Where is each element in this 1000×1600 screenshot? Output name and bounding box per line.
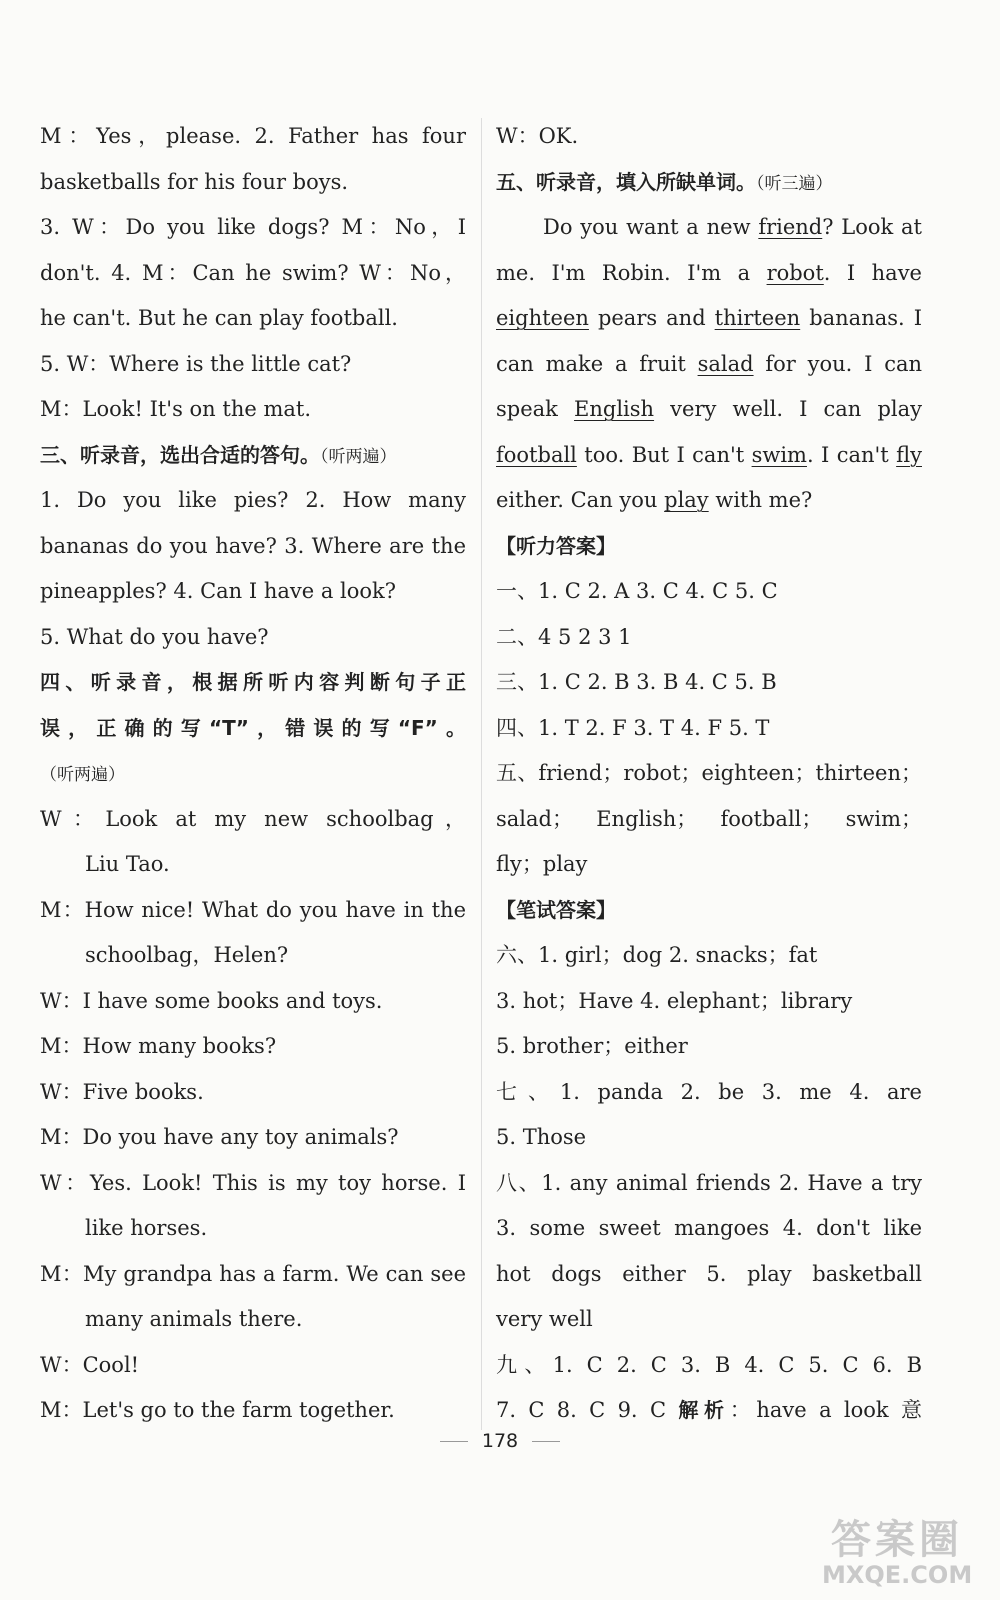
filled-blank: fly: [896, 442, 922, 467]
right-column: [496, 114, 922, 1434]
passage-text: ? Look at: [822, 215, 922, 239]
section-heading-4-cont: 误，正确的写“T”，错误的写“F”。: [40, 715, 466, 740]
filled-blank: friend: [758, 215, 823, 239]
text-line: don't. 4. M：Can he swim? W：No，: [40, 260, 466, 285]
filled-blank: swim: [751, 442, 807, 467]
dialogue-line: like horses.: [85, 1216, 208, 1240]
passage-line: [496, 387, 922, 433]
answer-line: 3. some sweet mangoes 4. don't like: [496, 1216, 922, 1240]
passage-text: can make a fruit: [496, 351, 698, 376]
dialogue-line: W：I have some books and toys.: [40, 988, 383, 1013]
text-line: pineapples? 4. Can I have a look?: [40, 579, 397, 603]
answer-line: 九、1. C 2. C 3. B 4. C 5. C 6. B: [496, 1352, 922, 1377]
text-line: 1. Do you like pies? 2. How many: [40, 488, 466, 512]
text-line: 3. W：Do you like dogs? M：No，I: [40, 215, 466, 239]
section-heading-4: 四、听录音，根据所听内容判断句子正: [40, 670, 466, 694]
dialogue-line: M：How many books?: [40, 1034, 277, 1058]
page-number-dash: [440, 1441, 468, 1442]
heading-text: 五、听录音，填入所缺单词。: [496, 169, 756, 194]
analysis-label: 解析: [678, 1398, 730, 1422]
answer-text: ：have a look 意: [729, 1398, 922, 1422]
answer-text: 7. C 8. C 9. C: [496, 1398, 679, 1422]
passage-line: [496, 433, 922, 479]
passage-text: . I can't: [806, 442, 897, 467]
listening-key-heading: 【听力答案】: [496, 533, 616, 558]
heading-note: （听三遍）: [756, 173, 833, 194]
passage-text: very well. I can play: [654, 397, 922, 421]
section-heading-5: [496, 160, 922, 206]
filled-blank: football: [496, 442, 577, 467]
dialogue-line: M：My grandpa has a farm. We can see: [40, 1261, 466, 1286]
text-line: 5. What do you have?: [40, 624, 269, 649]
answer-line: salad； English； football； swim；: [496, 806, 922, 831]
written-key-heading: 【笔试答案】: [496, 897, 616, 922]
answer-line: very well: [496, 1307, 593, 1331]
answer-line: 3. hot；Have 4. elephant；library: [496, 988, 853, 1013]
filled-blank: salad: [697, 351, 754, 376]
answer-line: 一、1. C 2. A 3. C 4. C 5. C: [496, 579, 778, 603]
left-column: [40, 114, 466, 1434]
heading-text: 三、听录音，选出合适的答句。: [40, 442, 320, 467]
page-number-text: 178: [481, 1430, 519, 1452]
dialogue-line: W：OK.: [496, 124, 579, 148]
column-divider: [481, 118, 482, 1430]
heading-note: （听两遍）: [320, 446, 397, 467]
heading-note: （听两遍）: [40, 765, 125, 785]
text-line: M：Look! It's on the mat.: [40, 397, 311, 421]
passage-text: too. But I can't: [576, 442, 752, 467]
dialogue-line: schoolbag，Helen?: [85, 943, 289, 967]
answer-line: 三、1. C 2. B 3. B 4. C 5. B: [496, 670, 777, 694]
answer-line: 六、1. girl；dog 2. snacks；fat: [496, 943, 818, 967]
passage-line: [496, 342, 922, 388]
filled-blank: thirteen: [714, 306, 801, 330]
answer-line: fly；play: [496, 852, 588, 876]
passage-line: [496, 205, 922, 251]
dialogue-line: M：Do you have any toy animals?: [40, 1125, 399, 1149]
filled-blank: eighteen: [496, 306, 589, 330]
answer-line: hot dogs either 5. play basketball: [496, 1261, 922, 1286]
dialogue-line: Liu Tao.: [85, 852, 170, 876]
filled-blank: play: [664, 488, 709, 512]
text-line: basketballs for his four boys.: [40, 169, 349, 194]
passage-text: Do you want a new: [543, 215, 759, 239]
text-line: bananas do you have? 3. Where are the: [40, 533, 466, 558]
answer-line: 八、1. any animal friends 2. Have a try: [496, 1170, 922, 1195]
dialogue-line: W：Look at my new schoolbag，: [40, 806, 466, 831]
dialogue-line: W：Cool!: [40, 1352, 140, 1377]
dialogue-line: M：How nice! What do you have in the: [40, 897, 466, 922]
passage-text: . I have: [823, 260, 922, 285]
filled-blank: English: [574, 397, 655, 421]
answer-line: 七、1. panda 2. be 3. me 4. are: [496, 1079, 922, 1104]
dialogue-line: many animals there.: [85, 1307, 303, 1331]
section-heading-3: [40, 433, 466, 479]
passage-text: me. I'm Robin. I'm a: [496, 260, 767, 285]
page-number-dash: [532, 1441, 560, 1442]
watermark-text: 答案圈: [831, 1517, 963, 1563]
passage-text: with me?: [708, 488, 813, 512]
watermark-url: MXQE.COM: [822, 1561, 973, 1589]
passage-text: either. Can you: [496, 488, 665, 512]
section-heading-4-note: [40, 751, 466, 797]
watermark-logo: [822, 1518, 972, 1588]
filled-blank: robot: [766, 260, 824, 285]
answer-line: 二、4 5 2 3 1: [496, 624, 632, 649]
passage-text: speak: [496, 397, 575, 421]
passage-text: bananas. I: [800, 306, 922, 330]
dialogue-line: W：Five books.: [40, 1079, 204, 1104]
answer-line: 5. Those: [496, 1125, 587, 1149]
text-line: M：Yes，please. 2. Father has four: [40, 124, 466, 148]
passage-line: [496, 296, 922, 342]
dialogue-line: W：Yes. Look! This is my toy horse. I: [40, 1170, 466, 1195]
answer-line: 5. brother；either: [496, 1034, 688, 1058]
passage-line: [496, 251, 922, 297]
dialogue-line: M：Let's go to the farm together.: [40, 1398, 395, 1422]
passage-text: pears and: [588, 306, 715, 330]
answer-line: 四、1. T 2. F 3. T 4. F 5. T: [496, 715, 770, 740]
text-line: 5. W：Where is the little cat?: [40, 351, 352, 376]
passage-line: [496, 478, 922, 524]
page-number: [0, 1430, 1000, 1452]
answer-line: [496, 1388, 922, 1434]
answer-line: 五、friend；robot；eighteen；thirteen；: [496, 761, 922, 785]
passage-text: for you. I can: [753, 351, 922, 376]
text-line: he can't. But he can play football.: [40, 306, 398, 330]
